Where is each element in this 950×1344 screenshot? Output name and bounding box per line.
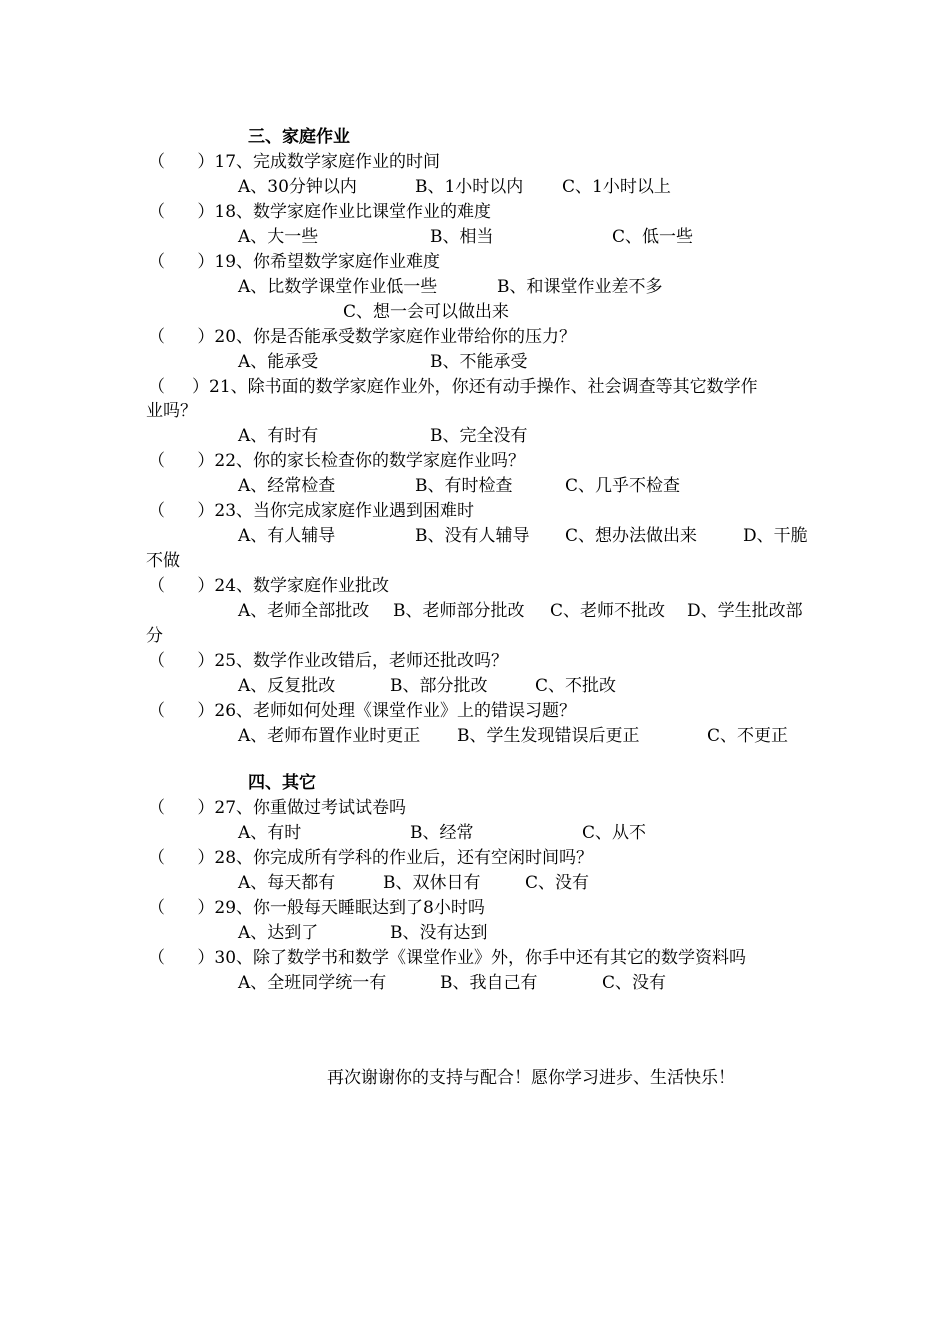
q26-option-a: A、老师布置作业时更正 [238,726,421,746]
question-22: （ ）22、你的家长检查你的数学家庭作业吗？ [148,451,526,471]
question-23: （ ）23、当你完成家庭作业遇到困难时 [148,501,475,521]
q23-option-d-wrap: 不做 [146,551,180,571]
q26-option-b: B、学生发现错误后更正 [457,726,640,746]
q17-option-c: C、1小时以上 [562,177,671,197]
question-27: （ ）27、你重做过考试试卷吗 [148,798,407,818]
q27-option-c: C、从不 [582,823,647,843]
q19-option-c: C、想一会可以做出来 [343,302,510,322]
q24-option-b: B、老师部分批改 [393,601,525,621]
q20-option-b: B、不能承受 [430,352,528,372]
q19-option-b: B、和课堂作业差不多 [497,277,663,297]
q30-option-b: B、我自己有 [440,973,538,993]
q24-option-d: D、学生批改部 [687,601,803,621]
q25-option-b: B、部分批改 [390,676,488,696]
q29-option-a: A、达到了 [238,923,319,943]
question-21-wrap: 业吗？ [146,401,197,421]
question-28: （ ）28、你完成所有学科的作业后，还有空闲时间吗？ [148,848,594,868]
q22-option-a: A、经常检查 [238,476,336,496]
q22-option-c: C、几乎不检查 [565,476,681,496]
q18-option-a: A、大一些 [238,227,319,247]
q28-option-b: B、双休日有 [383,873,481,893]
question-21: （ ）21、除书面的数学家庭作业外，你还有动手操作、社会调查等其它数学作 [148,377,758,397]
q18-option-b: B、相当 [430,227,494,247]
q24-option-a: A、老师全部批改 [238,601,370,621]
q25-option-c: C、不批改 [535,676,617,696]
q25-option-a: A、反复批改 [238,676,336,696]
q20-option-a: A、能承受 [238,352,319,372]
q18-option-c: C、低一些 [612,227,694,247]
question-29: （ ）29、你一般每天睡眠达到了8小时吗 [148,898,485,918]
q17-option-a: A、30分钟以内 [238,177,357,197]
q27-option-b: B、经常 [410,823,474,843]
q30-option-c: C、没有 [602,973,667,993]
q24-option-d-wrap: 分 [146,626,163,646]
question-18: （ ）18、数学家庭作业比课堂作业的难度 [148,202,492,222]
q28-option-a: A、每天都有 [238,873,336,893]
q21-option-a: A、有时有 [238,426,319,446]
q24-option-c: C、老师不批改 [550,601,666,621]
closing-message: 再次谢谢你的支持与配合！愿你学习进步、生活快乐！ [327,1068,735,1088]
q23-option-b: B、没有人辅导 [415,526,530,546]
question-24: （ ）24、数学家庭作业批改 [148,576,390,596]
question-26: （ ）26、老师如何处理《课堂作业》上的错误习题？ [148,701,577,721]
q26-option-c: C、不更正 [707,726,789,746]
q29-option-b: B、没有达到 [390,923,488,943]
question-30: （ ）30、除了数学书和数学《课堂作业》外，你手中还有其它的数学资料吗 [148,948,747,968]
section-heading-homework: 三、家庭作业 [248,127,350,147]
q23-option-d: D、干脆 [743,526,808,546]
question-25: （ ）25、数学作业改错后，老师还批改吗？ [148,651,509,671]
q23-option-a: A、有人辅导 [238,526,336,546]
q28-option-c: C、没有 [525,873,590,893]
q21-option-b: B、完全没有 [430,426,528,446]
question-20: （ ）20、你是否能承受数学家庭作业带给你的压力？ [148,327,577,347]
section-heading-other: 四、其它 [248,773,316,793]
q30-option-a: A、全班同学统一有 [238,973,387,993]
q27-option-a: A、有时 [238,823,302,843]
q19-option-a: A、比数学课堂作业低一些 [238,277,438,297]
q23-option-c: C、想办法做出来 [565,526,698,546]
question-19: （ ）19、你希望数学家庭作业难度 [148,252,441,272]
q22-option-b: B、有时检查 [415,476,513,496]
q17-option-b: B、1小时以内 [415,177,524,197]
question-17: （ ）17、完成数学家庭作业的时间 [148,152,441,172]
